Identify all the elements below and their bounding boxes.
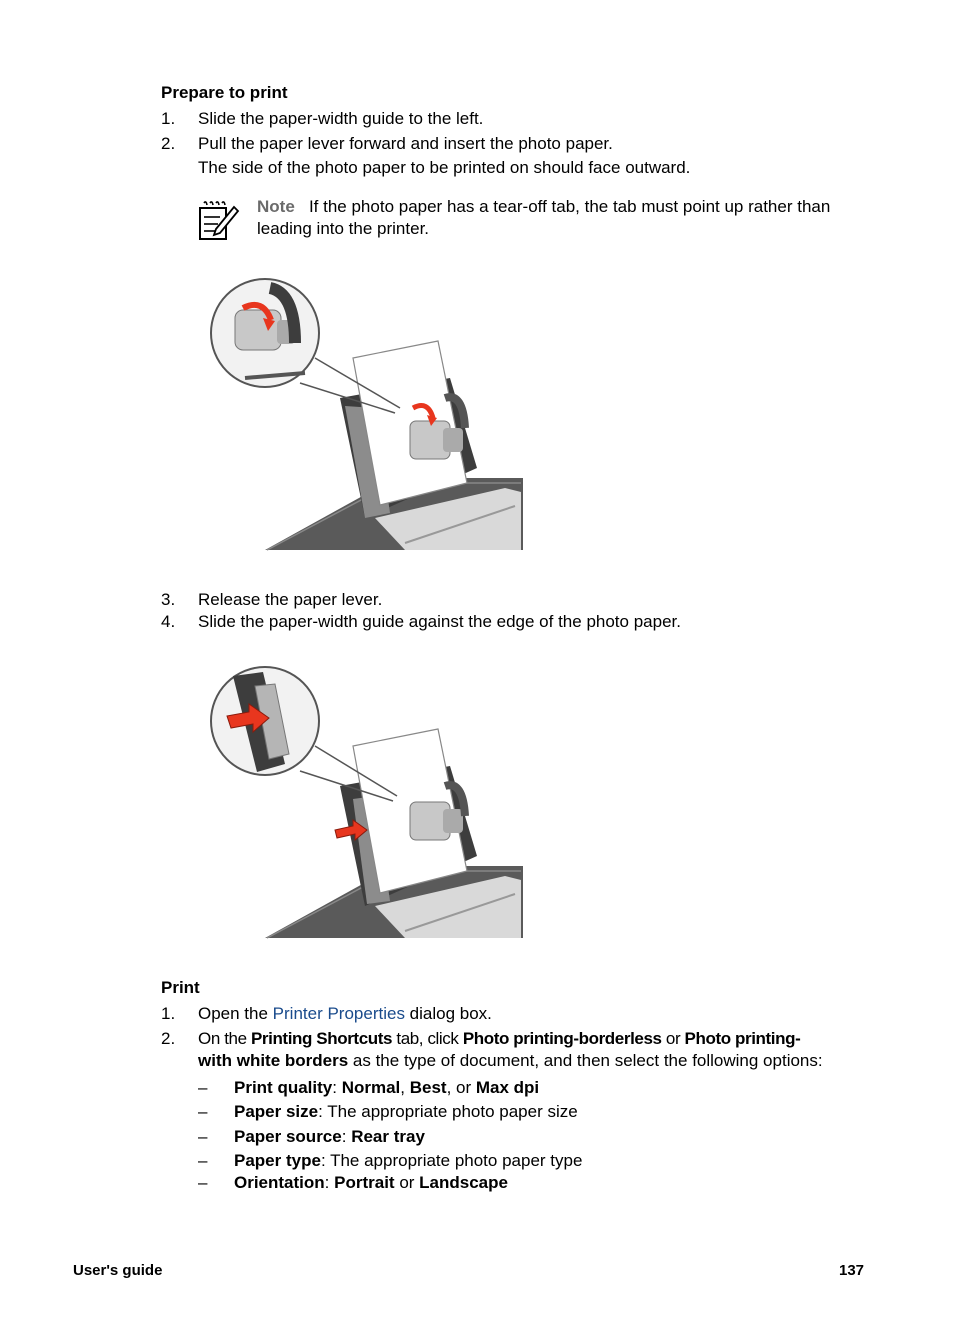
note-icon: [196, 199, 240, 243]
option-dash: –: [198, 1102, 208, 1121]
option-sep: :: [324, 1173, 335, 1192]
option-label: Orientation: [234, 1173, 325, 1192]
step-text-bold: with white borders: [198, 1051, 349, 1070]
step-text-part: On the: [198, 1029, 251, 1048]
option-value: Rear tray: [351, 1127, 425, 1146]
step-text-part: dialog box.: [404, 1004, 492, 1023]
option-value: Normal: [341, 1078, 401, 1097]
option-sep: , or: [446, 1078, 476, 1097]
step-text: Release the paper lever.: [198, 590, 383, 609]
option-orientation: [234, 1172, 508, 1194]
step-text: Slide the paper-width guide against the edge of the photo paper.: [198, 612, 681, 631]
note-text: [257, 196, 877, 240]
note-body: If the photo paper has a tear-off tab, the tab must point up rather than: [308, 197, 831, 216]
option-paper-source: [234, 1126, 425, 1148]
step-text-bold: Photo printing-borderless: [462, 1029, 662, 1048]
option-value-text: : The appropriate photo paper size: [318, 1102, 578, 1121]
step-subtext: The side of the photo paper to be printed on should face outward.: [198, 158, 691, 177]
option-sep: :: [341, 1127, 352, 1146]
illustration-width-guide: [205, 664, 527, 941]
option-sep: :: [332, 1078, 342, 1097]
option-dash: –: [198, 1078, 208, 1097]
step-text: [198, 1028, 878, 1072]
step-number: 4.: [161, 612, 176, 631]
step-text: Pull the paper lever forward and insert the photo paper.: [198, 134, 613, 153]
option-value: Max dpi: [475, 1078, 540, 1097]
option-value: Best: [409, 1078, 447, 1097]
step-number: 2.: [161, 134, 176, 153]
option-value: Portrait: [334, 1173, 395, 1192]
step-number: 1.: [161, 109, 176, 128]
section-heading-print: Print: [161, 978, 200, 997]
step-text-part: Open the: [198, 1004, 273, 1023]
option-paper-size: [234, 1101, 578, 1123]
step-text-bold: Photo printing-: [684, 1029, 801, 1048]
page-number: 137: [839, 1262, 865, 1279]
step-text: [198, 1003, 492, 1025]
step-text-bold: Printing Shortcuts: [250, 1029, 393, 1048]
option-label: Paper source: [234, 1127, 342, 1146]
step-number: 3.: [161, 590, 176, 609]
step-text: Slide the paper-width guide to the left.: [198, 109, 484, 128]
printer-properties-link[interactable]: Printer Properties: [272, 1004, 405, 1023]
option-label: Print quality: [234, 1078, 333, 1097]
step-text-part: as the type of document, and then select the following options:: [348, 1051, 823, 1070]
step-text-part: tab, click: [392, 1029, 463, 1048]
footer-title: User's guide: [73, 1262, 163, 1279]
step-number: 2.: [161, 1029, 176, 1048]
option-sep: or: [394, 1173, 420, 1192]
option-dash: –: [198, 1127, 208, 1146]
option-dash: –: [198, 1151, 208, 1170]
illustration-insert-paper: [205, 278, 527, 553]
option-value-text: : The appropriate photo paper type: [320, 1151, 583, 1170]
step-text-part: or: [661, 1029, 685, 1048]
note-label: Note: [257, 197, 295, 216]
option-paper-type: [234, 1150, 582, 1172]
option-label: Paper type: [234, 1151, 321, 1170]
option-sep: ,: [400, 1078, 410, 1097]
option-dash: –: [198, 1173, 208, 1192]
step-number: 1.: [161, 1004, 176, 1023]
option-label: Paper size: [234, 1102, 319, 1121]
option-value: Landscape: [419, 1173, 508, 1192]
note-body-continued: leading into the printer.: [257, 219, 430, 238]
option-print-quality: [234, 1077, 539, 1099]
section-heading-prepare: Prepare to print: [161, 83, 288, 102]
